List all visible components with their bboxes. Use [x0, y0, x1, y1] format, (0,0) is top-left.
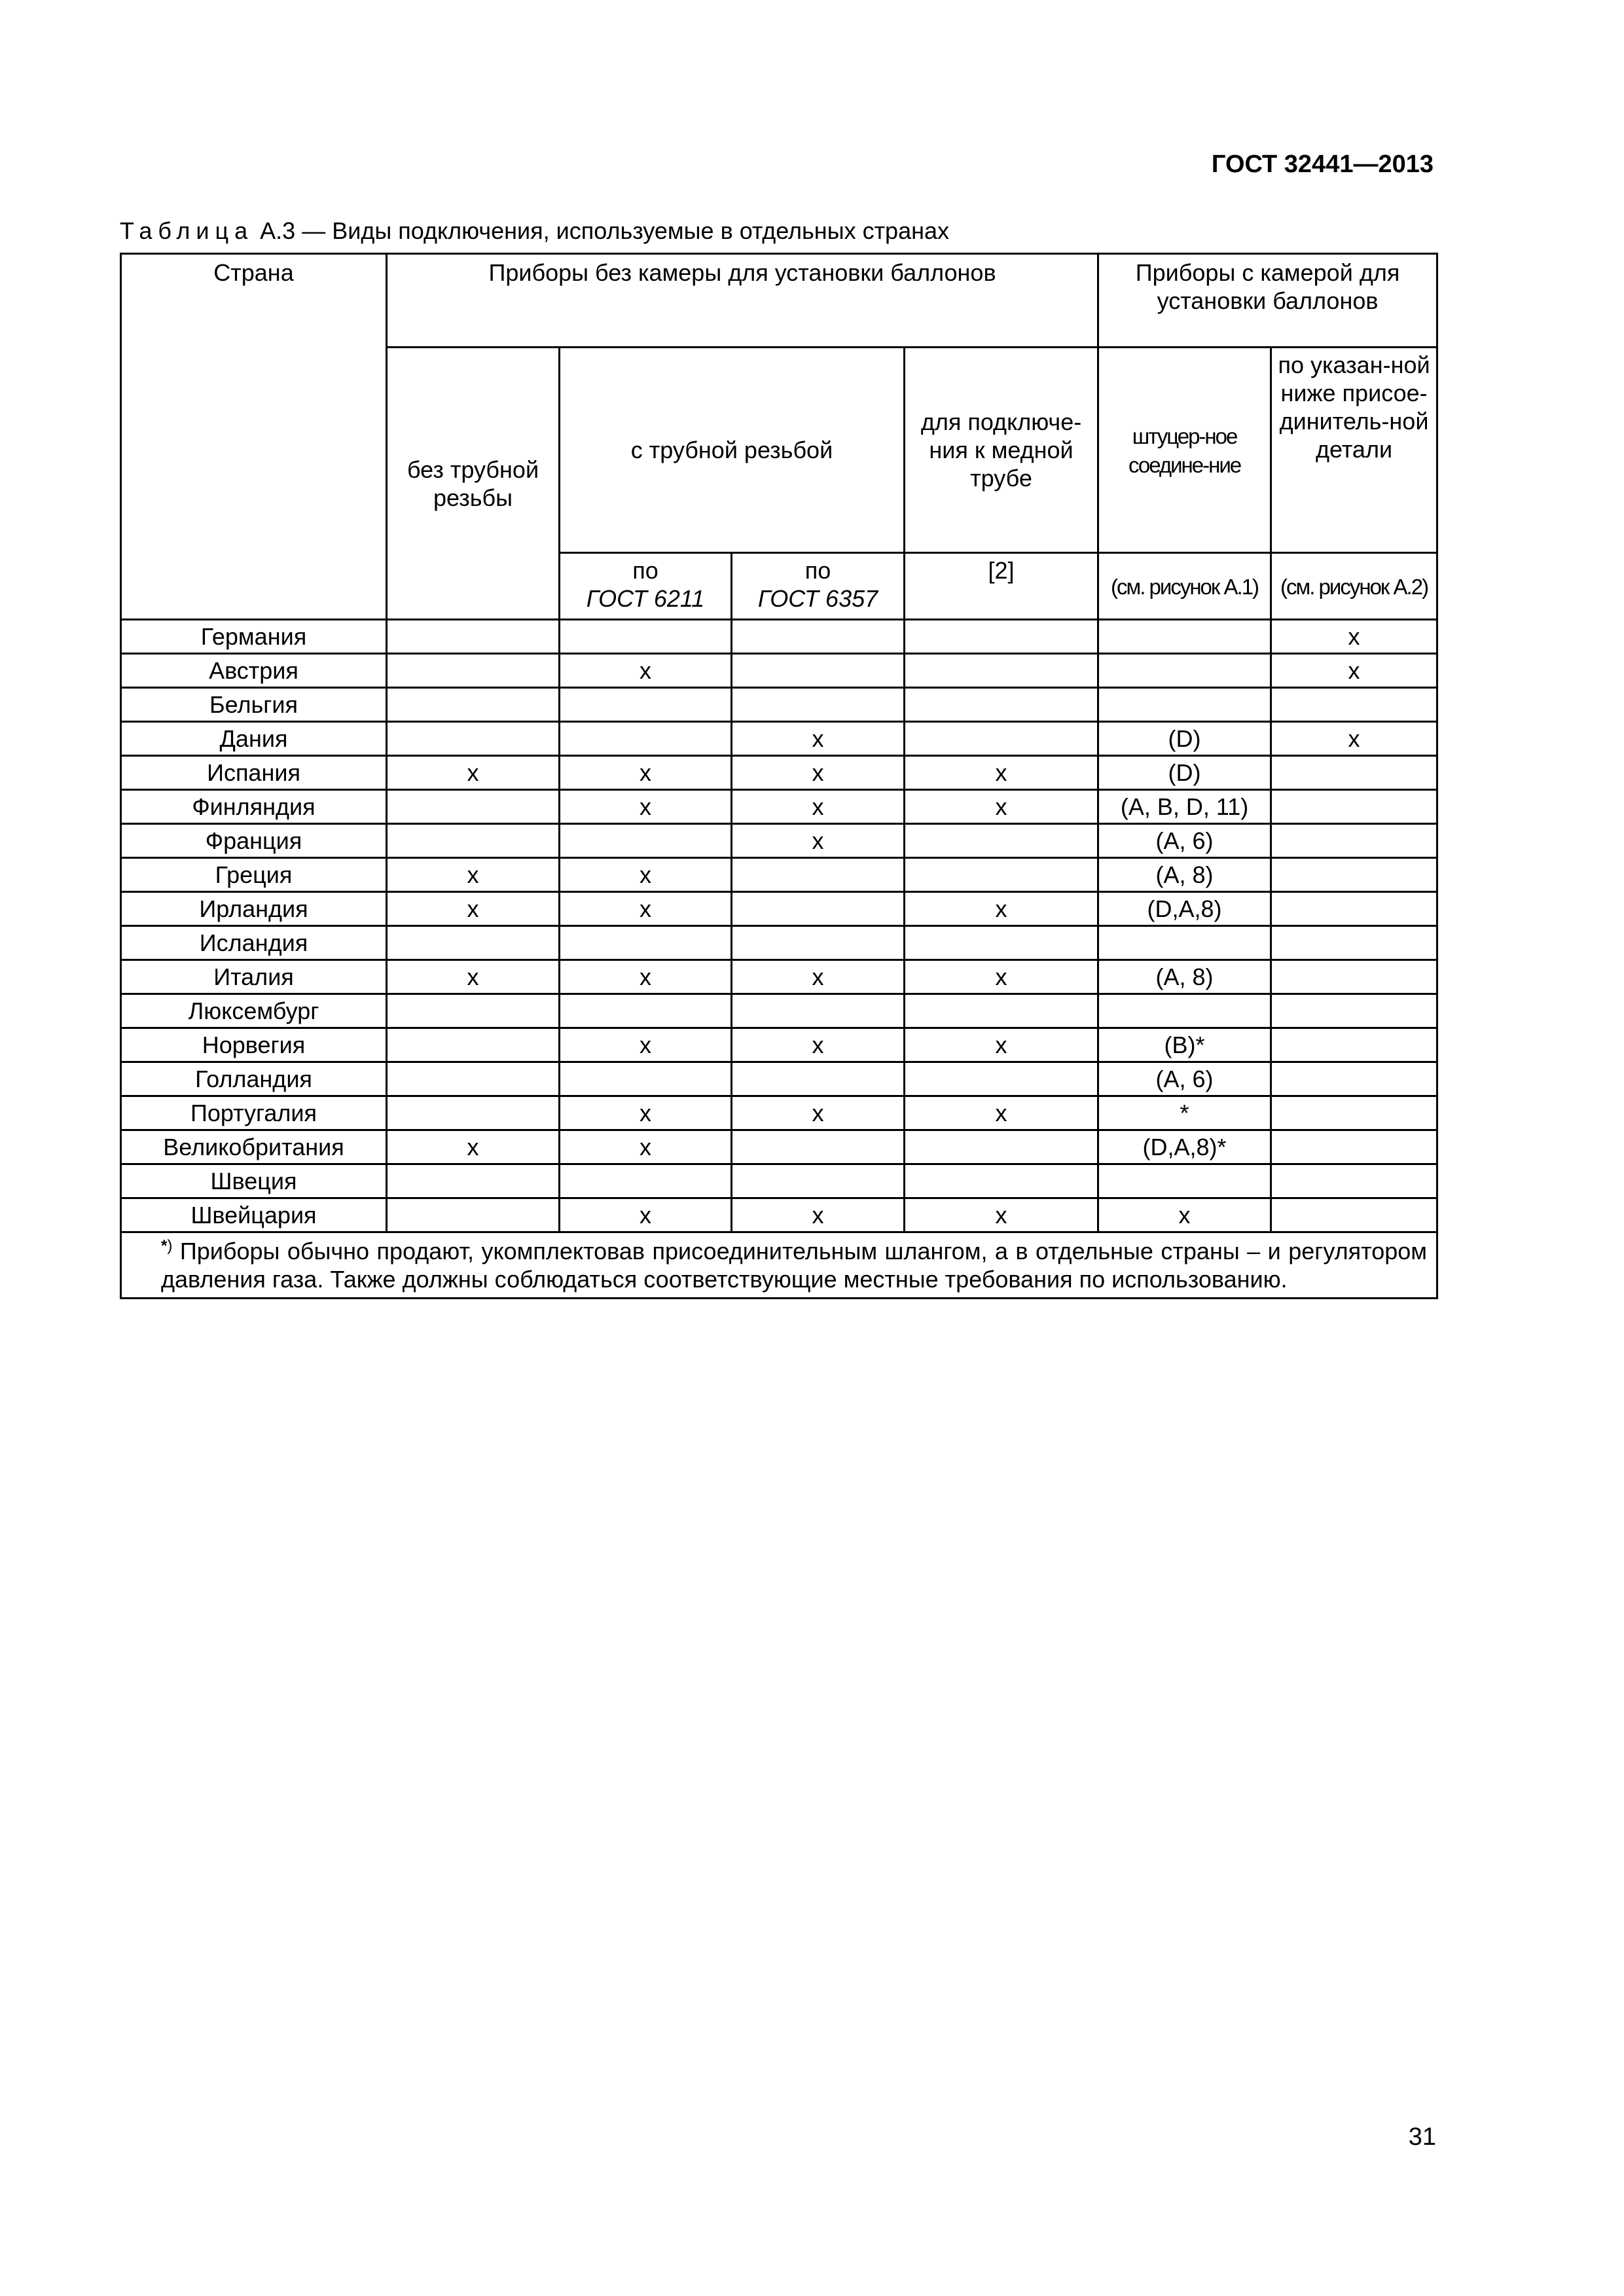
value-cell: x [732, 722, 905, 756]
value-cell: (D) [1098, 722, 1271, 756]
value-cell [905, 994, 1098, 1028]
country-cell: Финляндия [121, 790, 387, 824]
value-cell [387, 1062, 560, 1096]
value-cell: * [1098, 1096, 1271, 1130]
header-gost-6211 [560, 553, 732, 620]
value-cell [560, 994, 732, 1028]
country-cell: Голландия [121, 1062, 387, 1096]
table-row [121, 1130, 1437, 1164]
footnote-body: Приборы обычно продают, укомплектовав присоединительным шлангом, а в отдельные страны – и регулятором давления газа. Также должны соблюдаться соответствующие местные требования по использованию. [161, 1238, 1428, 1293]
value-cell [1098, 994, 1271, 1028]
value-cell: x [905, 790, 1098, 824]
value-cell [1271, 1130, 1437, 1164]
value-cell [1098, 654, 1271, 688]
footnote-paren: ) [167, 1237, 173, 1255]
table-row [121, 1062, 1437, 1096]
value-cell: (A, 8) [1098, 858, 1271, 892]
value-cell [560, 926, 732, 960]
footnote-mark: * [161, 1237, 168, 1255]
value-cell: x [387, 858, 560, 892]
value-cell: x [732, 756, 905, 790]
value-cell [905, 1164, 1098, 1198]
caption-number: А.3 [260, 217, 296, 244]
value-cell [387, 1198, 560, 1232]
value-cell [905, 654, 1098, 688]
value-cell: x [905, 1198, 1098, 1232]
value-cell: x [560, 756, 732, 790]
header-country: Страна [121, 254, 387, 620]
header-gost-6211-po: по [632, 557, 659, 584]
value-cell [1271, 756, 1437, 790]
connection-types-table [120, 253, 1438, 1299]
value-cell [387, 926, 560, 960]
value-cell: x [1271, 620, 1437, 654]
value-cell [732, 858, 905, 892]
value-cell [905, 722, 1098, 756]
table-row [121, 994, 1437, 1028]
country-cell: Швейцария [121, 1198, 387, 1232]
value-cell: x [732, 1096, 905, 1130]
value-cell: x [732, 1028, 905, 1062]
value-cell [732, 620, 905, 654]
header-no-thread: без трубной резьбы [387, 348, 560, 620]
value-cell [905, 858, 1098, 892]
value-cell [905, 926, 1098, 960]
table-row [121, 1164, 1437, 1198]
country-cell: Португалия [121, 1096, 387, 1130]
value-cell: x [905, 756, 1098, 790]
header-no-chamber: Приборы без камеры для установки баллонов [387, 254, 1098, 348]
value-cell: x [732, 960, 905, 994]
document-standard-number: ГОСТ 32441—2013 [1211, 151, 1434, 178]
table-row [121, 960, 1437, 994]
value-cell [1271, 1198, 1437, 1232]
value-cell: x [732, 790, 905, 824]
table-row [121, 688, 1437, 722]
value-cell: x [905, 960, 1098, 994]
value-cell [387, 994, 560, 1028]
footnote-row [121, 1232, 1437, 1299]
value-cell [560, 1062, 732, 1096]
value-cell: (A, 6) [1098, 824, 1271, 858]
header-fitting-label: штуцер-ное соедине-ние [1128, 423, 1241, 477]
caption-dash: — [295, 217, 333, 244]
value-cell: x [905, 892, 1098, 926]
value-cell: (D,A,8)* [1098, 1130, 1271, 1164]
value-cell: x [560, 1130, 732, 1164]
value-cell [905, 620, 1098, 654]
value-cell [1271, 960, 1437, 994]
country-cell: Испания [121, 756, 387, 790]
value-cell: x [560, 960, 732, 994]
value-cell [1098, 926, 1271, 960]
value-cell [560, 688, 732, 722]
table-row [121, 722, 1437, 756]
header-fig-a2 [1271, 553, 1437, 620]
value-cell: x [1271, 654, 1437, 688]
value-cell [905, 688, 1098, 722]
page-number: 31 [1408, 2123, 1436, 2151]
country-cell: Франция [121, 824, 387, 858]
country-cell: Италия [121, 960, 387, 994]
country-cell: Австрия [121, 654, 387, 688]
value-cell [1271, 858, 1437, 892]
footnote-marker [161, 1237, 172, 1255]
value-cell: x [905, 1096, 1098, 1130]
value-cell [732, 1062, 905, 1096]
value-cell: x [387, 1130, 560, 1164]
value-cell [1098, 1164, 1271, 1198]
footnote-text [161, 1237, 1427, 1293]
header-fitting [1098, 348, 1271, 553]
header-copper-pipe: для подключе-ния к медной трубе [905, 348, 1098, 553]
value-cell: x [732, 1198, 905, 1232]
value-cell [1271, 1164, 1437, 1198]
table-row [121, 654, 1437, 688]
table-row [121, 1198, 1437, 1232]
country-cell: Швеция [121, 1164, 387, 1198]
header-with-chamber: Приборы с камерой для установки баллонов [1098, 254, 1437, 348]
value-cell [560, 1164, 732, 1198]
value-cell: (D) [1098, 756, 1271, 790]
value-cell [560, 620, 732, 654]
value-cell [905, 824, 1098, 858]
value-cell: x [387, 756, 560, 790]
value-cell: x [387, 960, 560, 994]
table-row [121, 1028, 1437, 1062]
header-pipe-thread: с трубной резьбой [560, 348, 905, 553]
value-cell: x [732, 824, 905, 858]
value-cell [905, 1130, 1098, 1164]
header-ref-2: [2] [905, 553, 1098, 620]
value-cell [1271, 1096, 1437, 1130]
value-cell: x [560, 892, 732, 926]
table-row [121, 790, 1437, 824]
value-cell: x [1271, 722, 1437, 756]
value-cell [387, 1096, 560, 1130]
value-cell [560, 824, 732, 858]
table-row [121, 756, 1437, 790]
value-cell [1098, 620, 1271, 654]
table-row [121, 926, 1437, 960]
country-cell: Великобритания [121, 1130, 387, 1164]
value-cell [732, 688, 905, 722]
value-cell [1271, 824, 1437, 858]
table-row [121, 892, 1437, 926]
value-cell [732, 892, 905, 926]
country-cell: Норвегия [121, 1028, 387, 1062]
value-cell: x [560, 1198, 732, 1232]
value-cell: (A, 8) [1098, 960, 1271, 994]
value-cell [387, 654, 560, 688]
value-cell [1271, 688, 1437, 722]
value-cell [1271, 1062, 1437, 1096]
fig-a1-ref: (см. рисунок А.1) [1111, 574, 1259, 599]
country-cell: Бельгия [121, 688, 387, 722]
country-cell: Дания [121, 722, 387, 756]
country-cell: Исландия [121, 926, 387, 960]
value-cell [387, 688, 560, 722]
value-cell: x [560, 1028, 732, 1062]
country-cell: Греция [121, 858, 387, 892]
value-cell [732, 654, 905, 688]
value-cell: x [560, 1096, 732, 1130]
table-row [121, 858, 1437, 892]
country-cell: Германия [121, 620, 387, 654]
value-cell: x [560, 858, 732, 892]
value-cell [1271, 994, 1437, 1028]
value-cell [387, 1164, 560, 1198]
table-caption [120, 217, 949, 245]
value-cell [1098, 688, 1271, 722]
value-cell [387, 824, 560, 858]
value-cell: x [387, 892, 560, 926]
value-cell [560, 722, 732, 756]
value-cell: (A, B, D, 11) [1098, 790, 1271, 824]
header-gost-6211-ref: ГОСТ 6211 [586, 585, 705, 612]
value-cell [905, 1062, 1098, 1096]
value-cell [387, 790, 560, 824]
header-gost-6357-po: по [804, 557, 831, 584]
header-gost-6357-ref: ГОСТ 6357 [757, 585, 878, 612]
value-cell [732, 1164, 905, 1198]
value-cell [387, 620, 560, 654]
table-row [121, 824, 1437, 858]
header-gost-6357 [732, 553, 905, 620]
caption-title: Виды подключения, используемые в отдельных странах [332, 217, 950, 244]
header-fig-a1 [1098, 553, 1271, 620]
value-cell [1271, 1028, 1437, 1062]
country-cell: Ирландия [121, 892, 387, 926]
value-cell [1271, 790, 1437, 824]
value-cell [732, 926, 905, 960]
value-cell: x [560, 790, 732, 824]
header-connector: по указан-ной ниже присое-динитель-ной детали [1271, 348, 1437, 553]
country-cell: Люксембург [121, 994, 387, 1028]
value-cell: x [1098, 1198, 1271, 1232]
value-cell: x [905, 1028, 1098, 1062]
table-row [121, 620, 1437, 654]
fig-a2-ref: (см. рисунок А.2) [1280, 574, 1428, 599]
caption-prefix: Таблица [120, 217, 254, 244]
value-cell [387, 1028, 560, 1062]
value-cell [1271, 926, 1437, 960]
value-cell [732, 994, 905, 1028]
value-cell [1271, 892, 1437, 926]
table-row [121, 1096, 1437, 1130]
value-cell: (D,A,8) [1098, 892, 1271, 926]
value-cell: (A, 6) [1098, 1062, 1271, 1096]
value-cell: (B)* [1098, 1028, 1271, 1062]
value-cell [387, 722, 560, 756]
value-cell [732, 1130, 905, 1164]
footnote-cell [121, 1232, 1437, 1299]
value-cell: x [560, 654, 732, 688]
